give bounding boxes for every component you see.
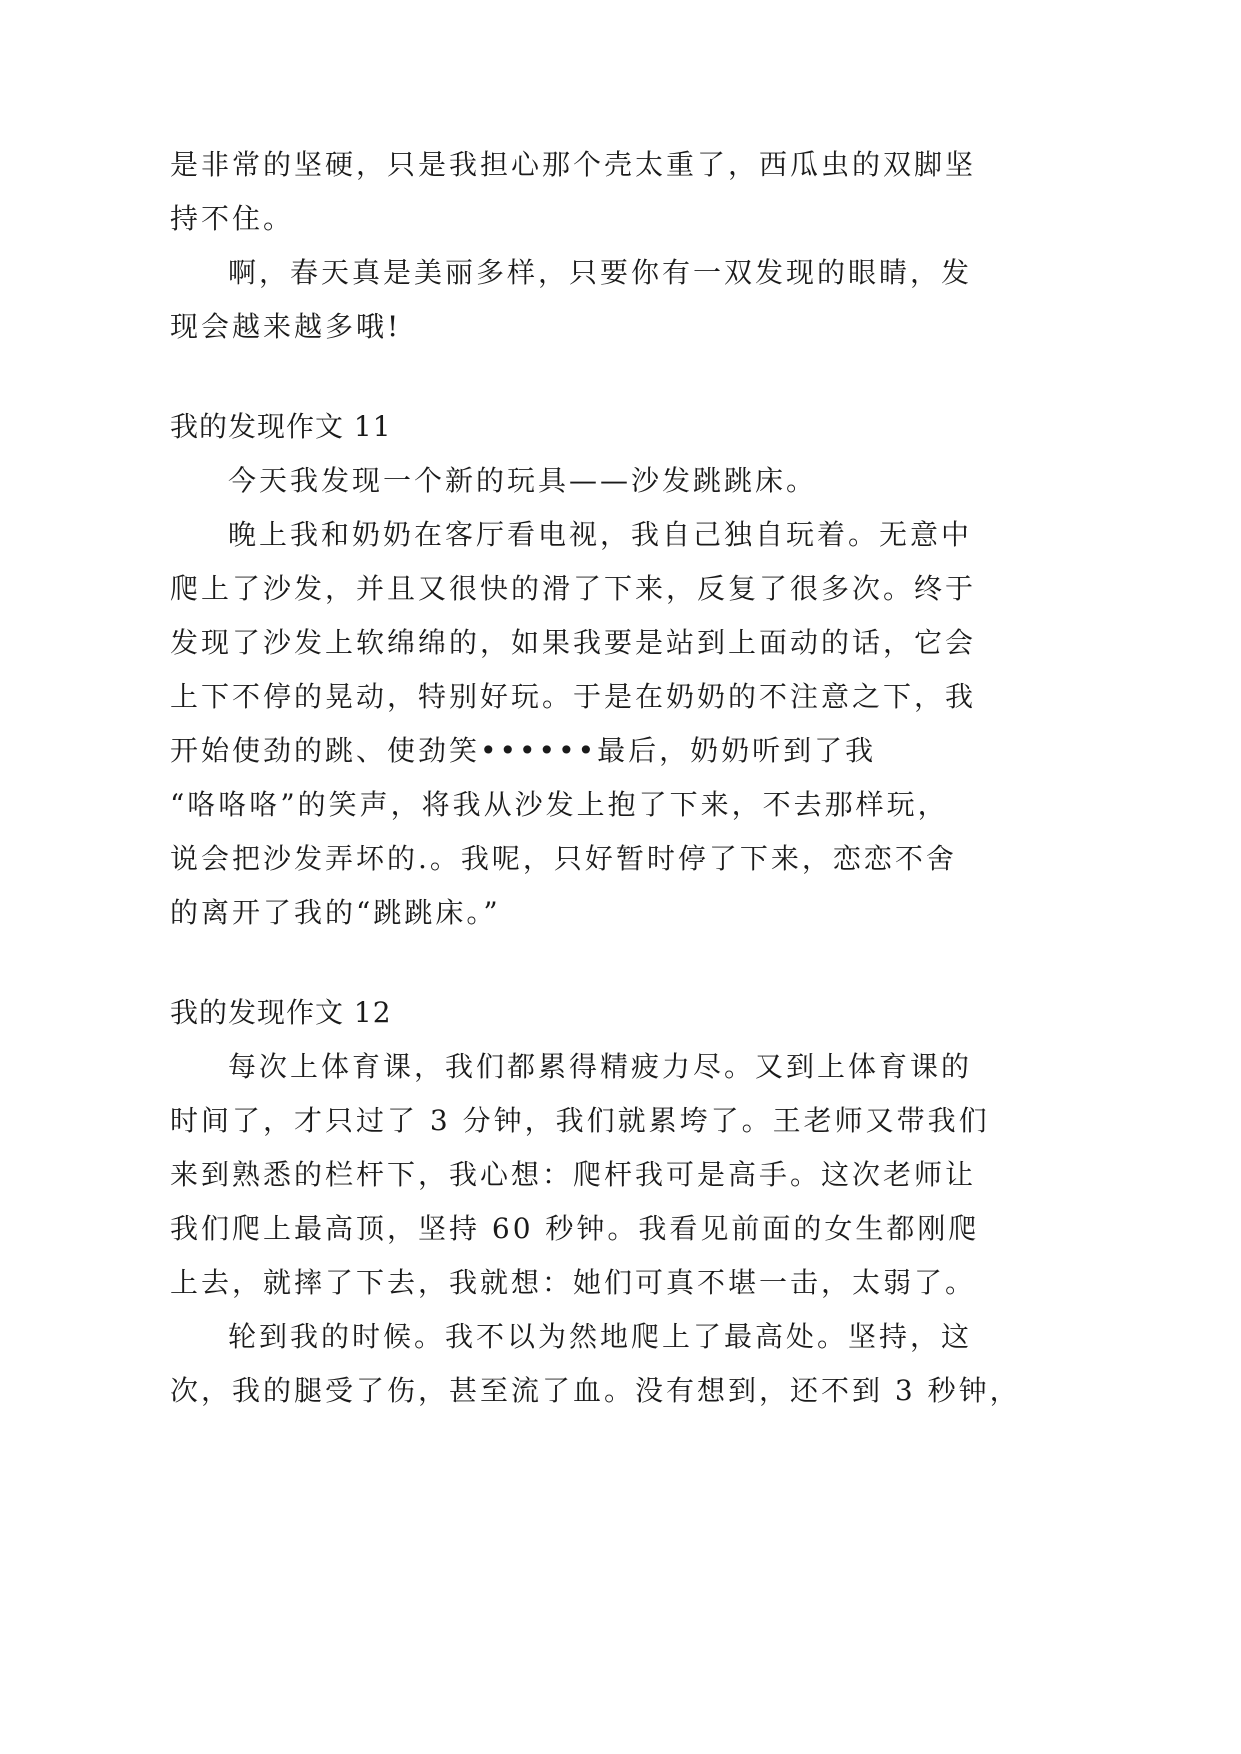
text-line: 发现了沙发上软绵绵的，如果我要是站到上面动的话，它会 [170, 626, 977, 659]
text-line: 是非常的坚硬，只是我担心那个壳太重了，西瓜虫的双脚坚 [170, 148, 977, 181]
text-line: 的离开了我的“跳跳床。” [170, 896, 501, 929]
text-line: 时间了，才只过了 3 分钟，我们就累垮了。王老师又带我们 [170, 1104, 990, 1137]
text-line: 次，我的腿受了伤，甚至流了血。没有想到，还不到 3 秒钟， [170, 1374, 1021, 1407]
text-line: 持不住。 [170, 202, 295, 235]
text-line: 晚上我和奶奶在客厅看电视，我自己独自玩着。无意中 [228, 518, 973, 551]
text-line: 上去，就摔了下去，我就想：她们可真不堪一击，太弱了。 [170, 1266, 977, 1299]
text-line: 上下不停的晃动，特别好玩。于是在奶奶的不注意之下，我 [170, 680, 977, 713]
section-heading: 我的发现作文 11 [170, 410, 392, 443]
text-line: 轮到我的时候。我不以为然地爬上了最高处。坚持，这 [228, 1320, 973, 1353]
text-line: 每次上体育课，我们都累得精疲力尽。又到上体育课的 [228, 1050, 973, 1083]
text-line: 今天我发现一个新的玩具——沙发跳跳床。 [228, 464, 818, 497]
text-line: 开始使劲的跳、使劲笑••••••最后，奶奶听到了我 [170, 734, 877, 767]
text-line: 来到熟悉的栏杆下，我心想：爬杆我可是高手。这次老师让 [170, 1158, 977, 1191]
text-line: “咯咯咯”的笑声，将我从沙发上抱了下来，不去那样玩， [170, 788, 949, 821]
text-line: 啊，春天真是美丽多样，只要你有一双发现的眼睛，发 [228, 256, 973, 289]
text-line: 说会把沙发弄坏的.。我呢，只好暂时停了下来，恋恋不舍 [170, 842, 957, 875]
text-line: 爬上了沙发，并且又很快的滑了下来，反复了很多次。终于 [170, 572, 977, 605]
text-line: 现会越来越多哦! [170, 310, 402, 343]
text-line: 我们爬上最高顶，坚持 60 秒钟。我看见前面的女生都刚爬 [170, 1212, 980, 1245]
section-heading: 我的发现作文 12 [170, 996, 392, 1029]
